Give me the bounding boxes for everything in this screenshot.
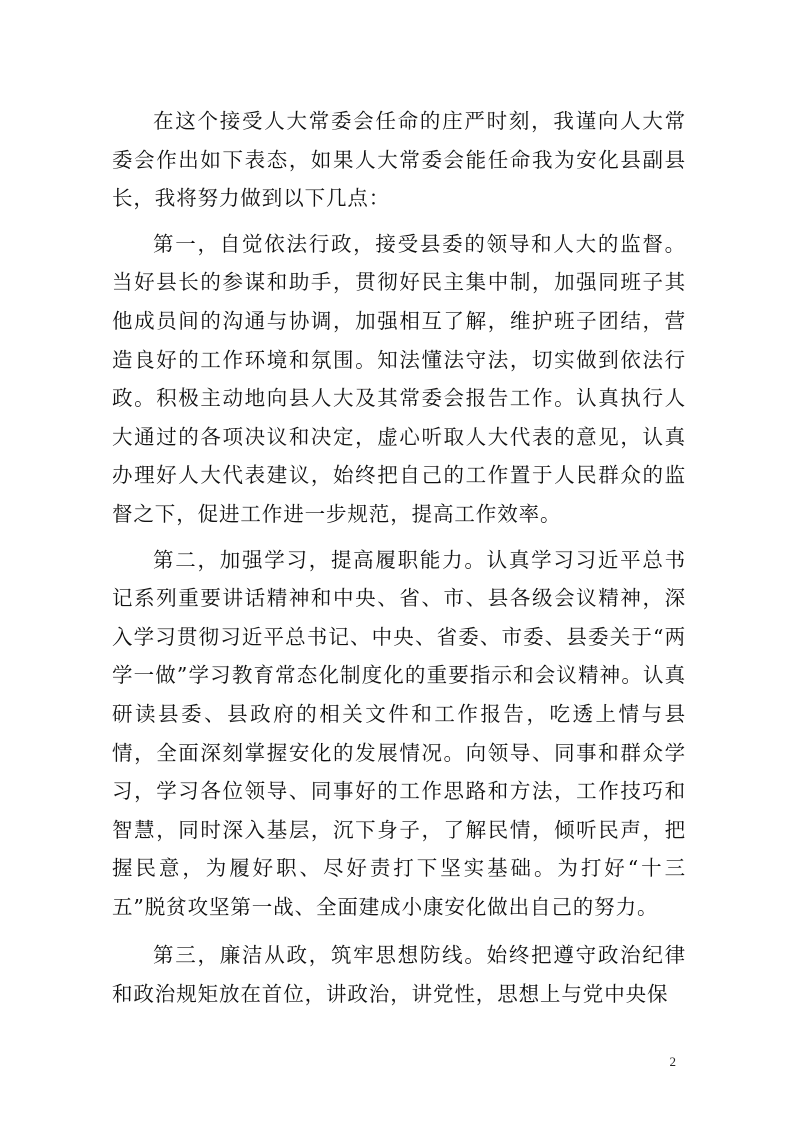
paragraph-intro: 在这个接受人大常委会任命的庄严时刻，我谨向人大常委会作出如下表态，如果人大常委会能任命我为安化县副县长，我将努力做到以下几点： [112,109,686,211]
paragraph-second-point: 第二，加强学习，提高履职能力。认真学习习近平总书记系列重要讲话精神和中央、省、市、县各级会议精神，深入学习贯彻习近平总书记、中央、省委、市委、县委关于“两学一做”学习教育常态化制度化的重要指示和会议精神。认真研读县委、县政府的相关文件和工作报告，吃透上情与县情，全面深刻掌握安化的发展情况。向领导、同事和群众学习，学习各位领导、同事好的工作思路和方法，工作技巧和智慧，同时深入基层，沉下身子，了解民情，倾听民声，把握民意，为履好职、尽好责打下坚实基础。为打好“十三五”脱贫攻坚第一战、全面建成小康安化做出自己的努力。 [112,547,686,919]
page-number: 2 [669,1054,676,1069]
paragraph-first-point: 第一，自觉依法行政，接受县委的领导和人大的监督。当好县长的参谋和助手，贯彻好民主集中制，加强同班子其他成员间的沟通与协调，加强相互了解，维护班子团结，营造良好的工作环境和氛围。知法懂法守法，切实做到依法行政。积极主动地向县人大及其常委会报告工作。认真执行人大通过的各项决议和决定，虚心听取人大代表的意见，认真办理好人大代表建议，始终把自己的工作置于人民群众的监督之下，促进工作进一步规范，提高工作效率。 [112,231,686,526]
document-body [112,102,686,1014]
paragraph-third-point: 第三，廉洁从政，筑牢思想防线。始终把遵守政治纪律和政治规矩放在首位，讲政治，讲党性，思想上与党中央保 [112,943,686,1007]
